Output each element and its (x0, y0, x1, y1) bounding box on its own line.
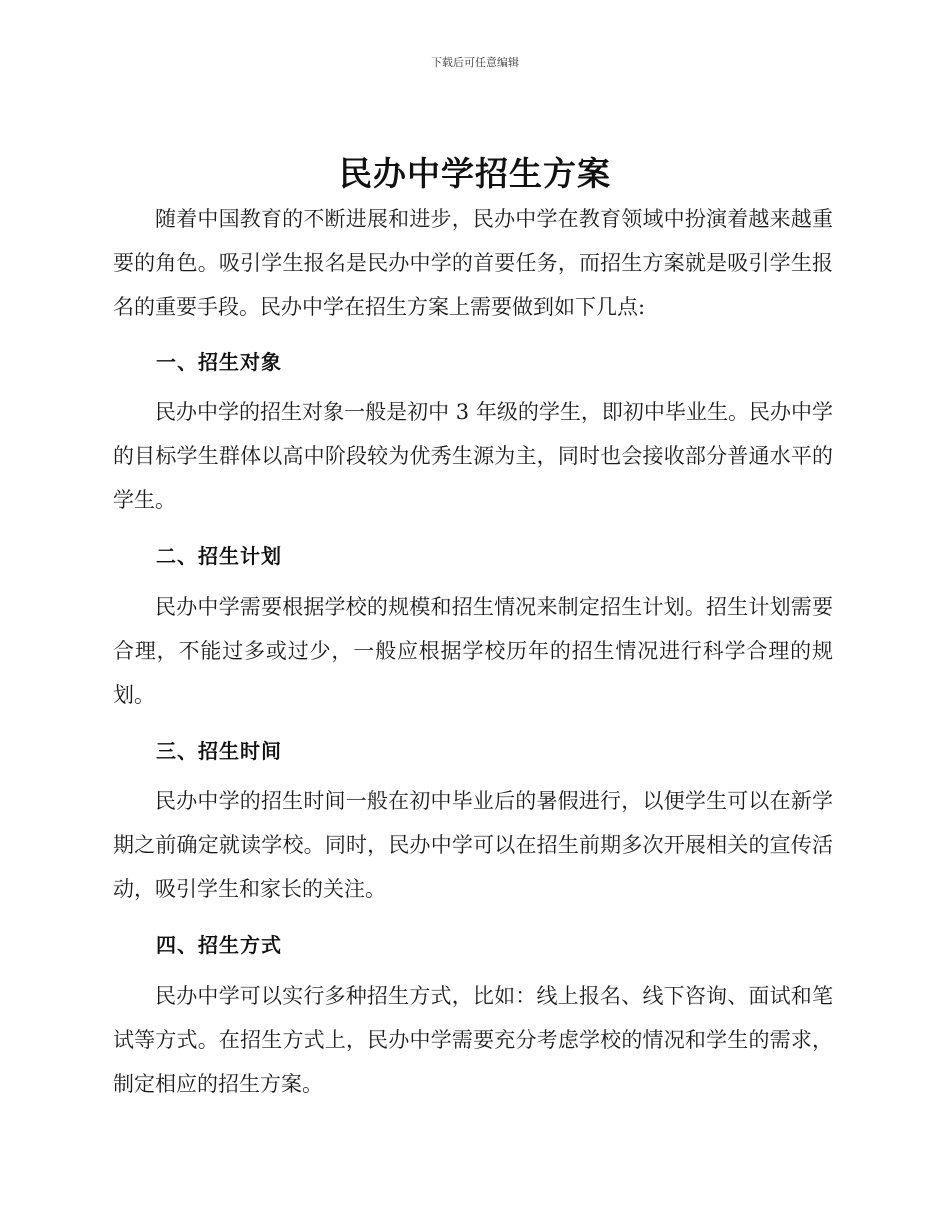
section-heading-2: 二、招生计划 (156, 544, 282, 568)
section-body-1: 民办中学的招生对象一般是初中 3 年级的学生，即初中毕业生。民办中学的目标学生群体以高中阶段较为优秀生源为主，同时也会接收部分普通水平的学生。 (113, 400, 833, 512)
page-header: 下载后可任意编辑 (431, 56, 519, 69)
intro-paragraph: 随着中国教育的不断进展和进步，民办中学在教育领域中扮演着越来越重要的角色。吸引学生报名是民办中学的首要任务，而招生方案就是吸引学生报名的重要手段。民办中学在招生方案上需要做到如下几点: (113, 207, 833, 319)
document-title: 民办中学招生方案 (339, 154, 611, 193)
section-body-3: 民办中学的招生时间一般在初中毕业后的暑假进行，以便学生可以在新学期之前确定就读学校。同时，民办中学可以在招生前期多次开展相关的宣传活动，吸引学生和家长的关注。 (113, 789, 833, 901)
section-heading-1: 一、招生对象 (156, 350, 282, 374)
section-heading-4: 四、招生方式 (156, 933, 282, 957)
section-body-2: 民办中学需要根据学校的规模和招生情况来制定招生计划。招生计划需要合理，不能过多或过少，一般应根据学校历年的招生情况进行科学合理的规划。 (113, 595, 833, 707)
section-heading-3: 三、招生时间 (156, 739, 282, 763)
section-body-4: 民办中学可以实行多种招生方式，比如：线上报名、线下咨询、面试和笔试等方式。在招生方式上，民办中学需要充分考虑学校的情况和学生的需求，制定相应的招生方案。 (113, 984, 833, 1096)
